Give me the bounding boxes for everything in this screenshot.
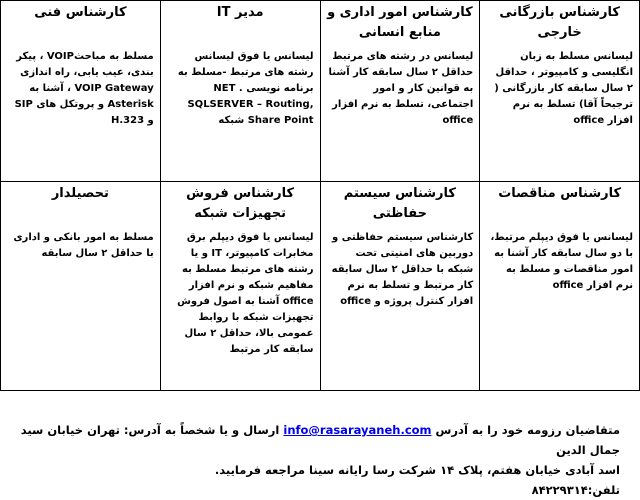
job-row [1,1,640,182]
job-title: کارشناس فنی [34,5,127,20]
job-description: مسلط به مباحثVOIP ، پیکر بندی، عیب یابی، راه اندازی VOIP Gateway ، آشنا به Asterisk و پروتکل های SIP و H.323 [14,51,154,126]
job-cell-foreign-trade [480,1,640,182]
footer-line-2: اسد آبادی خیابان هفتم، پلاک ۱۴ شرکت رسا رایانه سینا مراجعه فرمایید. [214,463,620,477]
job-description: لیسانس یا فوق دیپلم برق مخابرات کامپیوتر، IT و یا رشته های مرتبط مسلط به مفاهیم شبکه و نرم افزار office آشنا به اصول فروش تجهیزات شبکه با روابط عمومی بالا، حداقل ۲ سال سابقه کار مرتبط [177,232,314,355]
footer-address-start: ارسال و یا شخصاً به آدرس: تهران خیابان سید جمال الدین [20,423,620,457]
job-cell-technical [1,1,161,182]
job-title: تحصیلدار [51,186,109,201]
job-title: کارشناس سیستم حفاظتی [343,186,456,221]
job-description: مسلط به امور بانکی و اداری با حداقل ۲ سال سابقه [13,232,154,259]
job-cell-collector [1,182,161,391]
job-title: کارشناس فروش تجهیزات شبکه [186,186,295,221]
footer-line-1 [20,420,620,460]
job-cell-security-systems [320,182,480,391]
job-cell-it-manager [160,1,320,182]
job-cell-admin-hr [320,1,480,182]
job-title: مدیر IT [216,5,264,20]
job-title: کارشناس بازرگانی خارجی [499,5,620,40]
job-cell-tenders [480,182,640,391]
job-title: کارشناس امور اداری و منابع انسانی [327,5,473,40]
job-description: لیسانس در رشته های مرتبط حداقل ۲ سال سابقه کار آشنا به قوانین کار و امور اجتماعی، تسلط به نرم افزار office [328,51,474,126]
footer-line-3 [20,480,620,500]
footer-prefix: متقاضیان رزومه خود را به آدرس [435,423,620,437]
job-title: کارشناس مناقصات [498,186,622,201]
contact-footer [0,420,640,500]
job-description: لیسانس مسلط به زبان انگلیسی و کامپیوتر ، حداقل ۲ سال سابقه کار بازرگانی ( ترجیحاً آقا) تسلط به نرم افزار office [494,51,633,126]
job-description: کارشناس سیستم حفاظتی و دوربین های امنیتی تحت شبکه با حداقل ۲ سال سابقه کار مرتبط و تسلط به نرم افزار کنترل پروژه و office [331,232,474,307]
job-cell-network-sales [160,182,320,391]
job-row [1,182,640,391]
job-description: لیسانس یا فوق لیسانس رشته های مرتبط -مسلط به برنامه نویسی NET . SQLSERVER – Routing, Share Point شبکه [177,51,314,126]
phone-number: ۸۴۲۲۹۳۱۴ [531,483,588,497]
job-description: لیسانس یا فوق دیپلم مرتبط، با دو سال سابقه کار آشنا به امور مناقصات و مسلط به نرم افزار office [490,232,633,291]
email-link[interactable]: info@rasarayaneh.com [283,423,432,437]
phone-label: تلفن: [587,483,620,497]
